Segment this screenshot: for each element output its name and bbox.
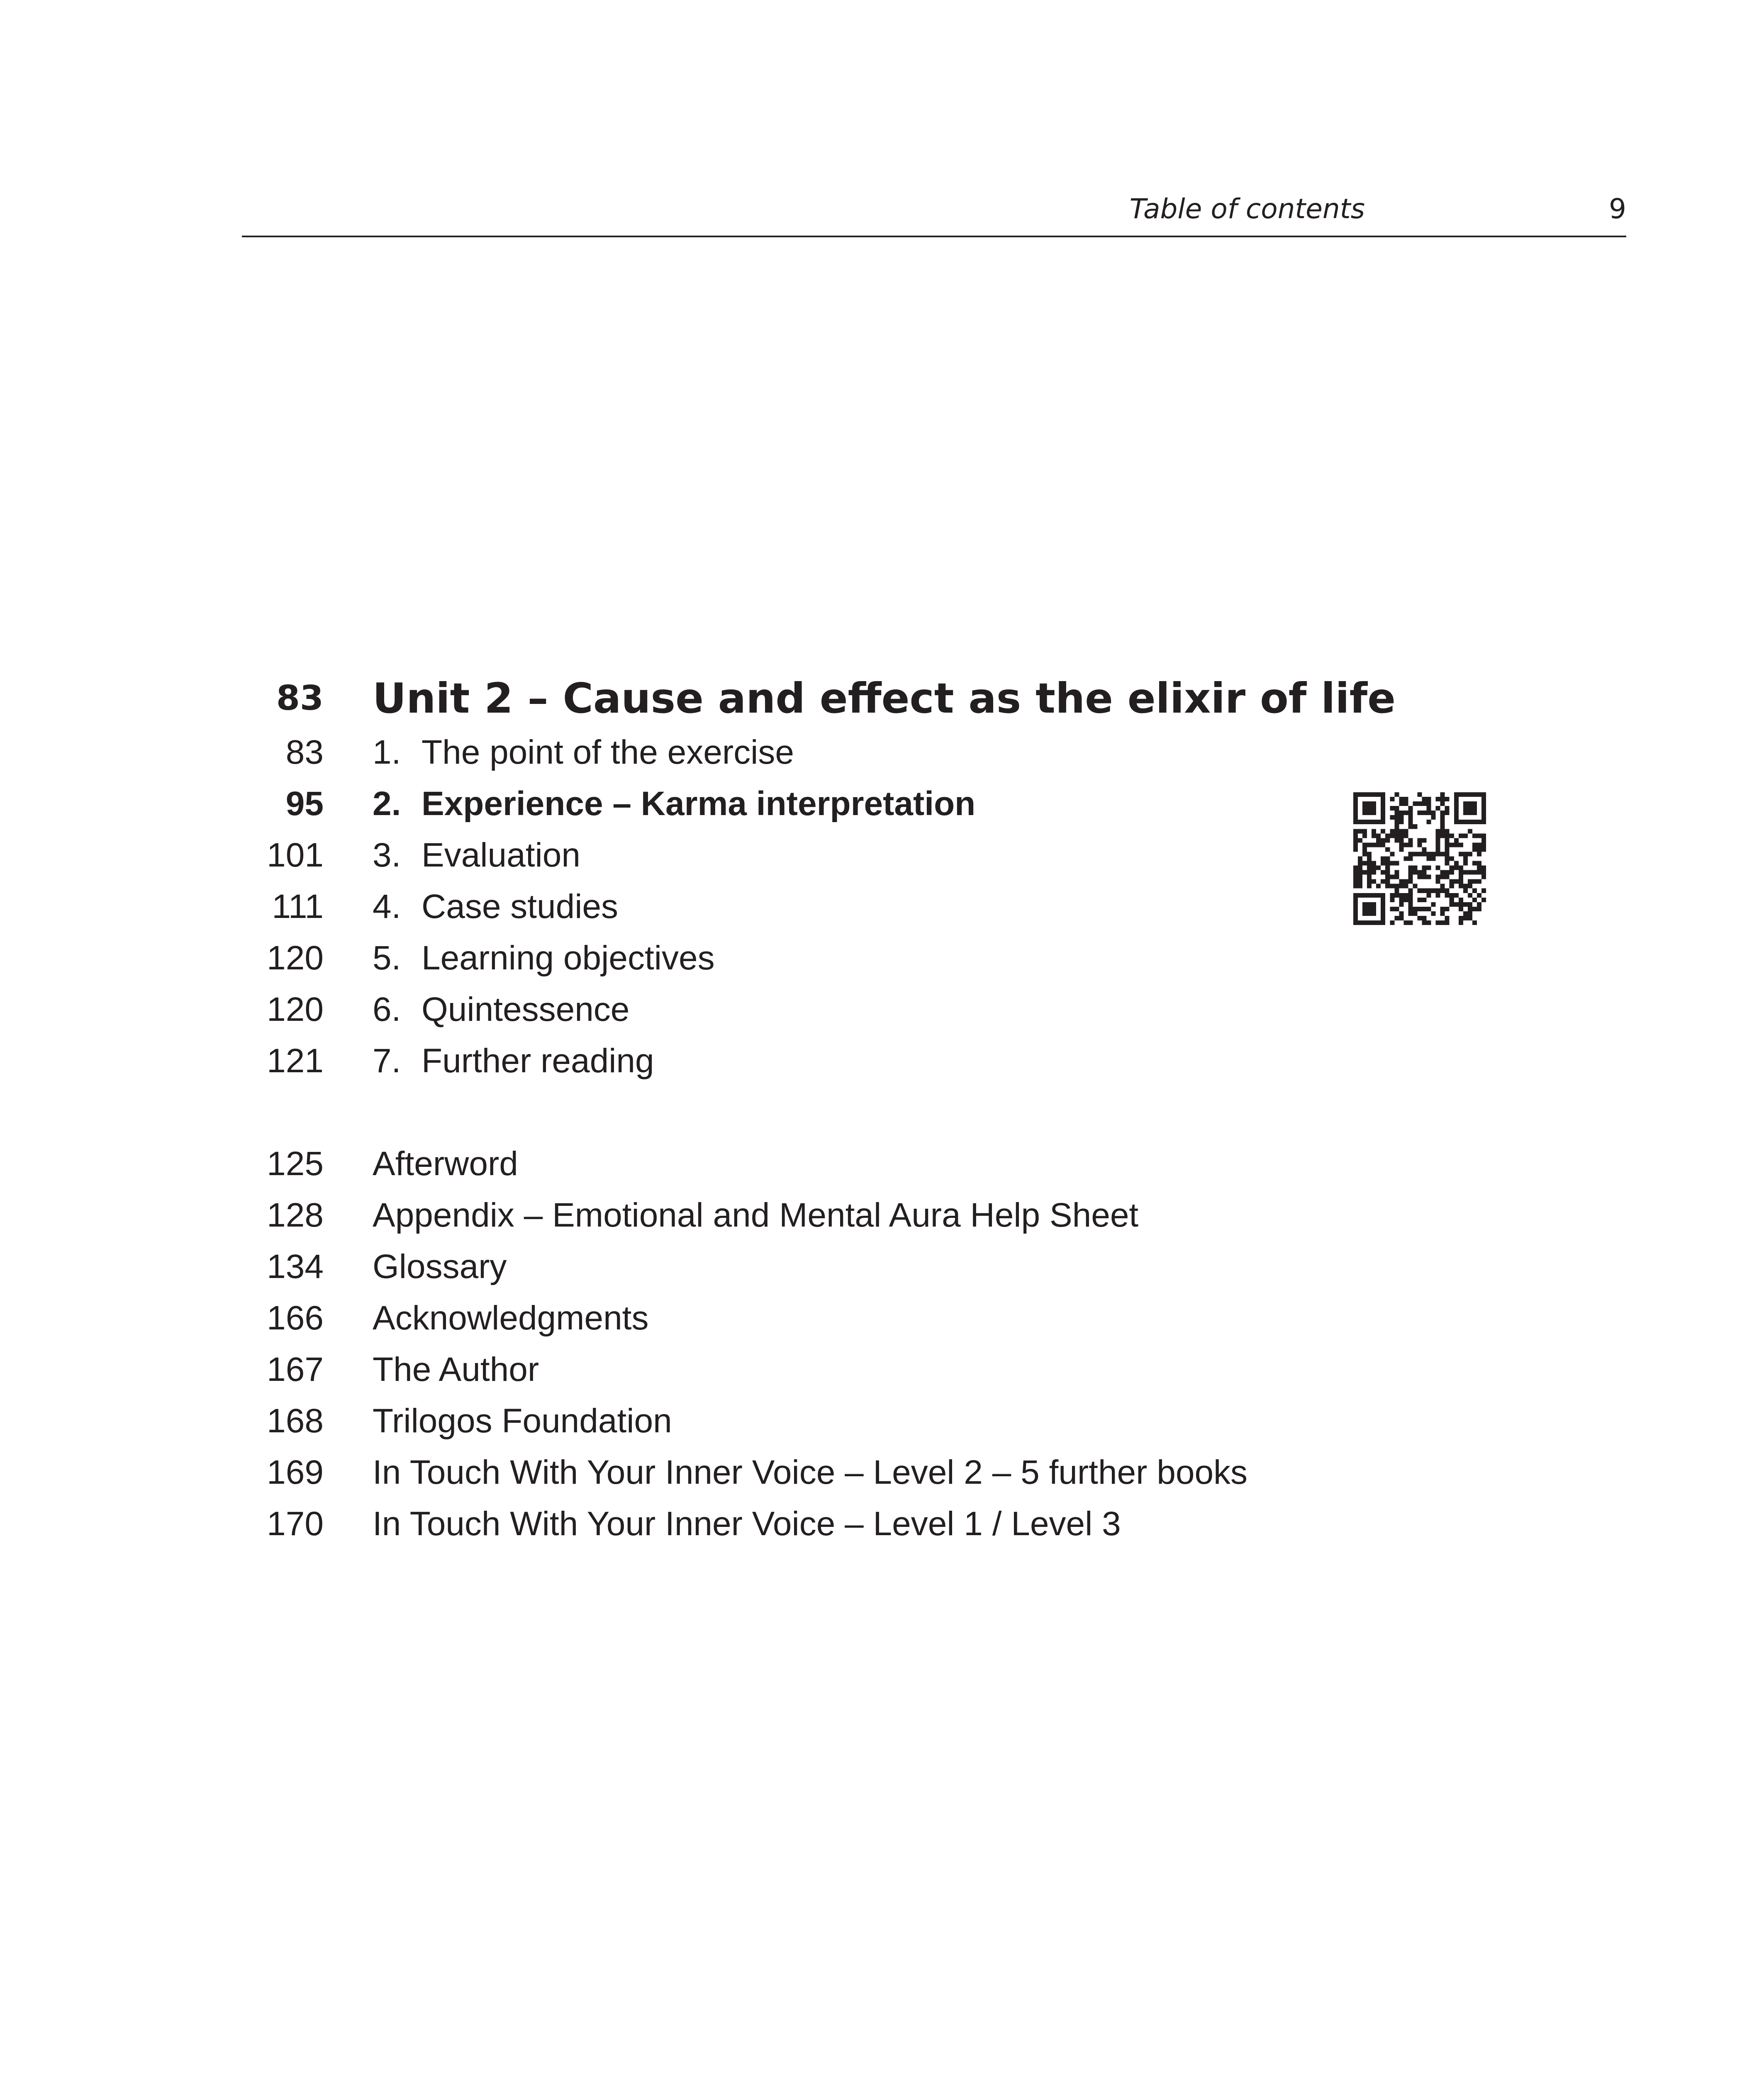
toc-page-number: 101	[267, 836, 324, 874]
toc-page-number: 121	[267, 1042, 324, 1080]
toc-back-matter-item[interactable]	[0, 1293, 1764, 1344]
toc-entry-title: In Touch With Your Inner Voice – Level 1 / Level 3	[373, 1505, 1121, 1543]
toc-back-matter-item[interactable]	[0, 1344, 1764, 1395]
toc-section-title: Quintessence	[422, 991, 630, 1028]
toc-section-item[interactable]	[0, 1035, 1764, 1087]
toc-page-number: 168	[267, 1402, 324, 1440]
toc-page-number: 169	[267, 1453, 324, 1491]
toc-section-title: The point of the exercise	[422, 733, 794, 771]
toc-section-item[interactable]	[0, 778, 1764, 830]
toc-entry-title: Glossary	[373, 1248, 507, 1285]
page-number: 9	[1609, 193, 1626, 225]
running-title: Table of contents	[1129, 193, 1365, 225]
toc-entry-title: Acknowledgments	[373, 1299, 649, 1337]
toc-section-index: 5.	[373, 939, 401, 977]
toc-section-item[interactable]	[0, 984, 1764, 1035]
toc-back-matter-item[interactable]	[0, 1190, 1764, 1241]
toc-section-title: Evaluation	[422, 836, 580, 874]
running-header	[242, 189, 1626, 237]
toc-section-index: 1.	[373, 733, 401, 771]
toc-entry-title: The Author	[373, 1351, 539, 1388]
toc-section-index: 7.	[373, 1042, 401, 1080]
toc-unit-heading[interactable]	[0, 673, 1764, 724]
toc-section-title: Case studies	[422, 888, 619, 925]
toc-page-number: 134	[267, 1248, 324, 1285]
toc-unit-title: Unit 2 – Cause and effect as the elixir of life	[373, 674, 1396, 723]
toc-page-number: 83	[285, 733, 324, 771]
toc-page-number: 125	[267, 1145, 324, 1183]
qr-code-icon	[1353, 792, 1486, 925]
toc-section-title: Learning objectives	[422, 939, 715, 977]
toc-page-number: 111	[272, 888, 324, 925]
toc-section-index: 2.	[373, 785, 401, 823]
toc-section-item[interactable]	[0, 881, 1764, 932]
toc-back-matter-item[interactable]	[0, 1241, 1764, 1293]
toc-entry-title: In Touch With Your Inner Voice – Level 2 – 5 further books	[373, 1453, 1248, 1491]
toc-section-title: Further reading	[422, 1042, 654, 1080]
toc-back-matter-item[interactable]	[0, 1498, 1764, 1550]
toc-entry-title: Afterword	[373, 1145, 518, 1183]
toc-page-number: 120	[267, 939, 324, 977]
toc-back-matter-item[interactable]	[0, 1138, 1764, 1190]
toc-page-number: 128	[267, 1196, 324, 1234]
toc-entry-title: Appendix – Emotional and Mental Aura Help Sheet	[373, 1196, 1139, 1234]
toc-page-number: 95	[285, 785, 324, 823]
toc-section-item[interactable]	[0, 830, 1764, 881]
toc-section-index: 6.	[373, 991, 401, 1028]
toc-back-matter-item[interactable]	[0, 1447, 1764, 1498]
toc-entry-title: Trilogos Foundation	[373, 1402, 672, 1440]
toc-page-number: 167	[267, 1351, 324, 1388]
toc-page-number: 83	[276, 679, 324, 718]
toc-section-index: 3.	[373, 836, 401, 874]
toc-page-number: 120	[267, 991, 324, 1028]
toc-section-item[interactable]	[0, 932, 1764, 984]
toc-back-matter-item[interactable]	[0, 1395, 1764, 1447]
toc-page-number: 166	[267, 1299, 324, 1337]
toc-section-index: 4.	[373, 888, 401, 925]
toc-page-number: 170	[267, 1505, 324, 1543]
toc-section-item[interactable]	[0, 727, 1764, 778]
toc-section-title: Experience – Karma interpretation	[422, 785, 976, 823]
